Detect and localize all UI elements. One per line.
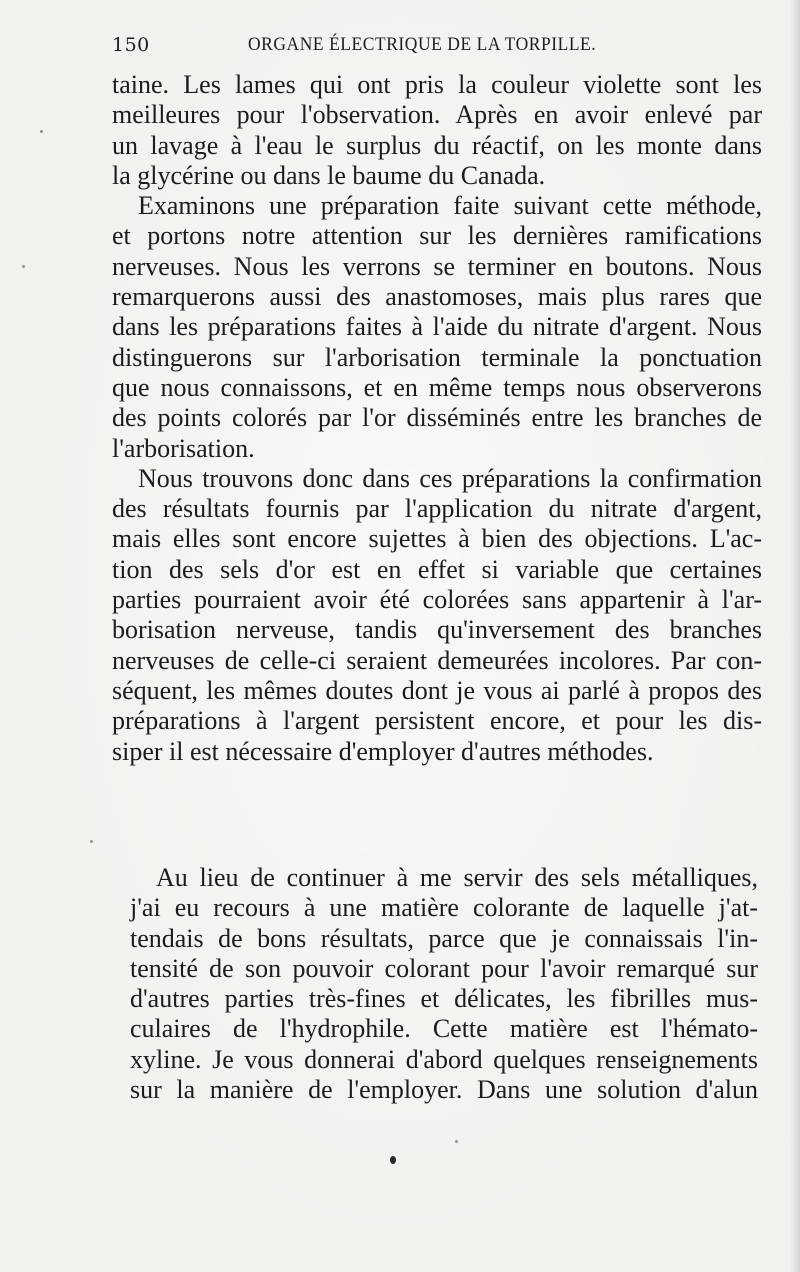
text-line: Nous trouvons donc dans ces préparations la confirmation [138,463,762,493]
text-line: des résultats fournis par l'application du nitrate d'argent, [112,494,762,524]
text-line: que nous connaissons, et en même temps nous observerons [112,372,762,402]
text-line: la glycérine ou dans le baume du Canada. [112,160,546,190]
text-line: j'ai eu recours à une matière colorante de laquelle j'at- [130,893,758,923]
text-line: culaires de l'hydrophile. Cette matière est l'hémato- [130,1014,758,1044]
text-line: nerveuses. Nous les verrons se terminer en boutons. Nous [112,251,762,281]
ink-speck [455,1140,458,1143]
text-block-1 [112,70,762,767]
text-line: nerveuses de celle-ci seraient demeurées incolores. Par con- [112,645,762,675]
text-line: siper il est nécessaire d'employer d'autres méthodes. [112,736,654,766]
ink-mark [390,1156,396,1164]
text-line: tion des sels d'or est en effet si variable que certaines [112,554,762,584]
text-line: séquent, les mêmes doutes dont je vous ai parlé à propos des [112,675,762,705]
text-line: et portons notre attention sur les dernières ramifications [112,221,762,251]
text-line: dans les préparations faites à l'aide du nitrate d'argent. Nous [112,312,762,342]
text-line: Au lieu de continuer à me servir des sels métalliques, [156,863,758,892]
running-title: ORGANE ÉLECTRIQUE DE LA TORPILLE. [248,34,597,55]
text-line: mais elles sont encore sujettes à bien des objections. L'ac- [112,524,762,554]
ink-speck [40,130,43,133]
text-line: meilleures pour l'observation. Après en avoir enlevé par [112,100,762,130]
page-header [112,34,752,60]
text-line: sur la manière de l'employer. Dans une solution d'alun [130,1075,758,1105]
text-line: remarquerons aussi des anastomoses, mais plus rares que [112,282,762,312]
text-line: distinguerons sur l'arborisation terminale la ponctuation [112,342,762,372]
text-line: parties pourraient avoir été colorées sans appartenir à l'ar- [112,585,762,615]
ink-speck [22,265,25,268]
text-line: xyline. Je vous donnerai d'abord quelques renseignements [130,1044,758,1074]
text-line: borisation nerveuse, tandis qu'inversement des branches [112,615,762,645]
text-line: d'autres parties très-fines et délicates, les fibrilles mus- [130,984,758,1014]
page-edge-shadow [790,0,800,1272]
text-line: l'arborisation. [112,433,255,463]
ink-speck [90,840,93,843]
text-line: Examinons une préparation faite suivant cette méthode, [138,191,762,221]
text-line: préparations à l'argent persistent encore, et pour les dis- [112,706,762,736]
page-number: 150 [112,34,150,56]
text-line: des points colorés par l'or disséminés entre les branches de [112,403,762,433]
text-line: taine. Les lames qui ont pris la couleur violette sont les [112,70,762,99]
text-line: un lavage à l'eau le surplus du réactif, on les monte dans [112,130,762,160]
text-block-2 [130,863,758,1105]
text-line: tensité de son pouvoir colorant pour l'avoir remarqué sur [130,953,758,983]
text-line: tendais de bons résultats, parce que je connaissais l'in- [130,923,758,953]
